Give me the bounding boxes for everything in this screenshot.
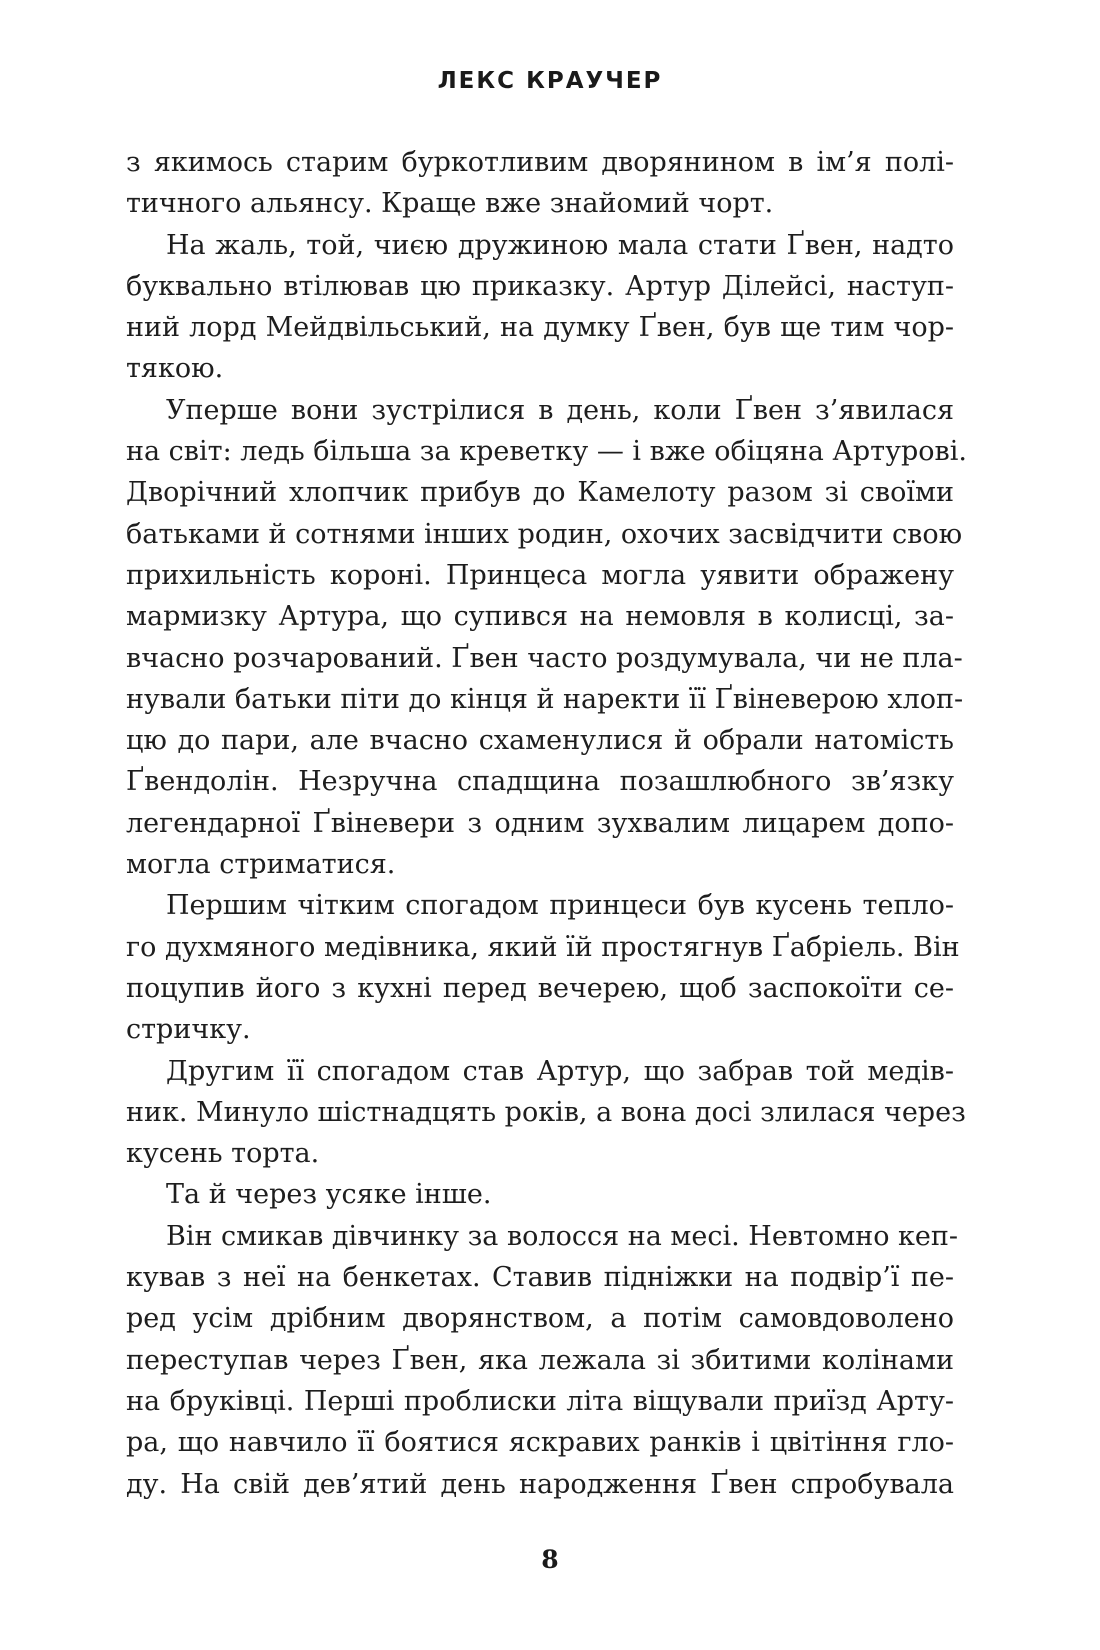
text-line: батьками й сотнями інших родин, охочих засвідчити свою [126,518,963,550]
text-line: Та й через усяке інше. [166,1179,492,1211]
text-line: на бруківці. Перші проблиски літа віщували приїзд Арту- [126,1385,954,1417]
text-line: переступав через Ґвен, яка лежала зі збитими колінами [126,1344,954,1376]
text-line: з якимось старим буркотливим дворянином в ім’я полі- [126,147,954,178]
text-line: на світ: ледь більша за креветку — і вже обіцяна Артурові. [126,436,967,468]
text-line: На жаль, той, чиєю дружиною мала стати Ґвен, надто [166,229,954,261]
text-line: кував з неї на бенкетах. Ставив підніжки на подвір’ї пе- [126,1262,954,1294]
text-line: Дворічний хлопчик прибув до Камелоту разом зі своїми [126,477,954,509]
text-line: прихильність короні. Принцеса могла уявити ображену [126,559,954,591]
text-line: Уперше вони зустрілися в день, коли Ґвен з’явилася [166,394,954,426]
text-line: ред усім дрібним дворянством, а потім самовдоволено [126,1303,954,1335]
text-line: буквально втілював цю приказку. Артур Ділейсі, наступ- [126,270,954,302]
text-line: вчасно розчарований. Ґвен часто роздумувала, чи не пла- [126,642,963,674]
text-line: тякою. [126,353,224,385]
page-number: 8 [541,1545,559,1574]
text-line: Другим її спогадом став Артур, що забрав той медів- [166,1055,954,1087]
running-head-author: ЛЕКС КРАУЧЕР [437,68,663,94]
text-line: ду. На свій дев’ятий день народження Ґвен спробувала [126,1468,954,1500]
body-text [126,142,967,1505]
text-line: цю до пари, але вчасно схаменулися й обрали натомість [126,725,954,757]
text-line: го духмяного медівника, який їй простягнув Ґабріель. Він [126,931,960,963]
text-line: Ґвендолін. Незручна спадщина позашлюбного зв’язку [126,766,954,798]
text-line: ра, що навчило її боятися яскравих ранків і цвітіння гло- [126,1427,954,1459]
text-line: мармизку Артура, що супився на немовля в колисці, за- [126,601,954,633]
text-line: кусень торта. [126,1138,320,1170]
text-line: тичного альянсу. Краще вже знайомий чорт. [126,188,774,220]
text-line: легендарної Ґвіневери з одним зухвалим лицарем допо- [126,807,954,839]
text-line: Першим чітким спогадом принцеси був кусень тепло- [166,890,954,922]
text-line: ний лорд Мейдвільський, на думку Ґвен, був ще тим чор- [126,312,954,344]
text-line: Він смикав дівчинку за волосся на месі. Невтомно кеп- [166,1220,959,1252]
text-line: поцупив його з кухні перед вечерею, щоб заспокоїти се- [126,972,954,1004]
text-line: нували батьки піти до кінця й наректи її Ґвіневерою хлоп- [126,683,964,715]
text-line: могла стриматися. [126,849,396,881]
text-line: стричку. [126,1014,251,1046]
text-line: ник. Минуло шістнадцять років, а вона досі злилася через [126,1096,966,1128]
